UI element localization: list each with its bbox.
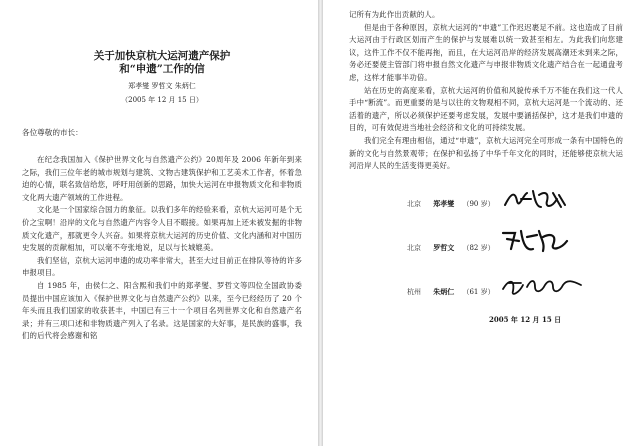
handwritten-signature-1 (501, 187, 571, 213)
signer-name: 朱炳仁 (433, 286, 455, 296)
signer-name: 郑孝燮 (433, 198, 455, 208)
salutation: 各位尊敬的市长： (22, 128, 83, 137)
signature-row-2 (407, 243, 495, 253)
author-names: 郑孝燮 罗哲文 朱炳仁 (128, 82, 196, 90)
right-page (323, 0, 641, 446)
handwritten-signature-2 (499, 227, 571, 255)
left-paragraph-4: 自 1985 年，由侯仁之、阳含熙和我们中的郑孝燮、罗哲文等四位全国政协委员提出中国应该加入《保护世界文化与自然遗产公约》以来，至今已经经历了 20 个年头而且我们国家的收获甚丰，中国已有三十一个项目名列世界文化和自然遗产名录；并有三项口述和非物质遗产列入了名录。这是国家的大好事，是民族的盛事，我们的后代将会感谢和铭 (22, 280, 302, 341)
left-paragraph-1: 在纪念我国加入《保护世界文化与自然遗产公约》20周年及 2006 年新年到来之际，我们三位年老的城市规划与建筑、文物古建筑保护和工艺美术工作者，怀着急迫的心情，联名致信给您，呼吁用创新的思路，加快大运河在申报物质文化和非物质文化两大遗产领域的工作进程。 (22, 155, 302, 202)
signature-block (349, 191, 623, 324)
right-paragraph-1: 记所有为此作出贡献的人。 (349, 10, 440, 19)
left-paragraph-2: 文化是一个国家综合国力的象征。以我们多年的经验来看，京杭大运河可是个无价之宝啊！沿岸的文化与自然遗产内容令人目不暇接。如果再加上还未被发掘的非物质文化遗产，那就更令人兴奋。如果将京杭大运河的历史价值、文化内涵和对中国历史发展的贡献相加，可以毫不夸张地说，足以与长城媲美。 (22, 205, 302, 253)
closing-date: 2005 年 12 月 15 日 (489, 314, 562, 324)
signature-row-3 (407, 287, 495, 297)
right-paragraph-2: 但是由于各种原因，京杭大运河的“申遗”工作迟迟裹足不前。这也造成了目前大运河由于行政区划而产生的保护与发展难以统一致甚至相左。为此我们向您建议，这件工作不仅不能再拖，而且，在大运河沿岸的经济发展高潮还未到来之际，务必还要使主管部门将申报自然文化遗产与申报非物质文化遗产结合在一起通盘考虑，这样才能事半功倍。 (349, 22, 623, 82)
signer-city: 杭州 (407, 287, 421, 296)
signature-row-1 (407, 199, 495, 209)
letter-title (22, 50, 302, 76)
letter-title-line2: 和“申遗”工作的信 (119, 63, 205, 75)
signer-name: 罗哲文 (433, 242, 455, 252)
left-paragraph-3: 我们坚信，京杭大运河申遗的成功率非常大，甚至大过目前正在排队等待的许多申报项目。 (22, 255, 302, 278)
handwritten-signature-3 (499, 273, 585, 299)
signer-city: 北京 (407, 199, 421, 208)
right-paragraph-4: 我们完全有理由相信，通过“申遗”，京杭大运河完全可形成一条有中国特色的新的文化与自然景观带；在保护和弘扬了中华千年文化的同时，还能够使京杭大运河沿岸人民的生活变得更美好。 (349, 135, 623, 171)
left-page (0, 0, 318, 446)
signer-age: （90 岁） (462, 199, 495, 208)
signer-age: （82 岁） (462, 243, 495, 252)
letter-date-header: （2005 年 12 月 15 日） (121, 96, 203, 104)
signer-city: 北京 (407, 243, 421, 252)
signer-age: （61 岁） (462, 287, 495, 296)
letter-title-line1: 关于加快京杭大运河遗产保护 (93, 50, 231, 62)
right-paragraph-3: 站在历史的高度来看，京杭大运河的价值和风貌传承千万不能在我们这一代人手中“断流”。而更重要的是与以往的文物观相不同，京杭大运河是一个流动的、还活着的遗产，所以必须保护还要考虑发展，发展中要涵括保护，这才是我们申遗的目的，可有效促进当地社会经济和文化的可持续发展。 (349, 85, 623, 133)
